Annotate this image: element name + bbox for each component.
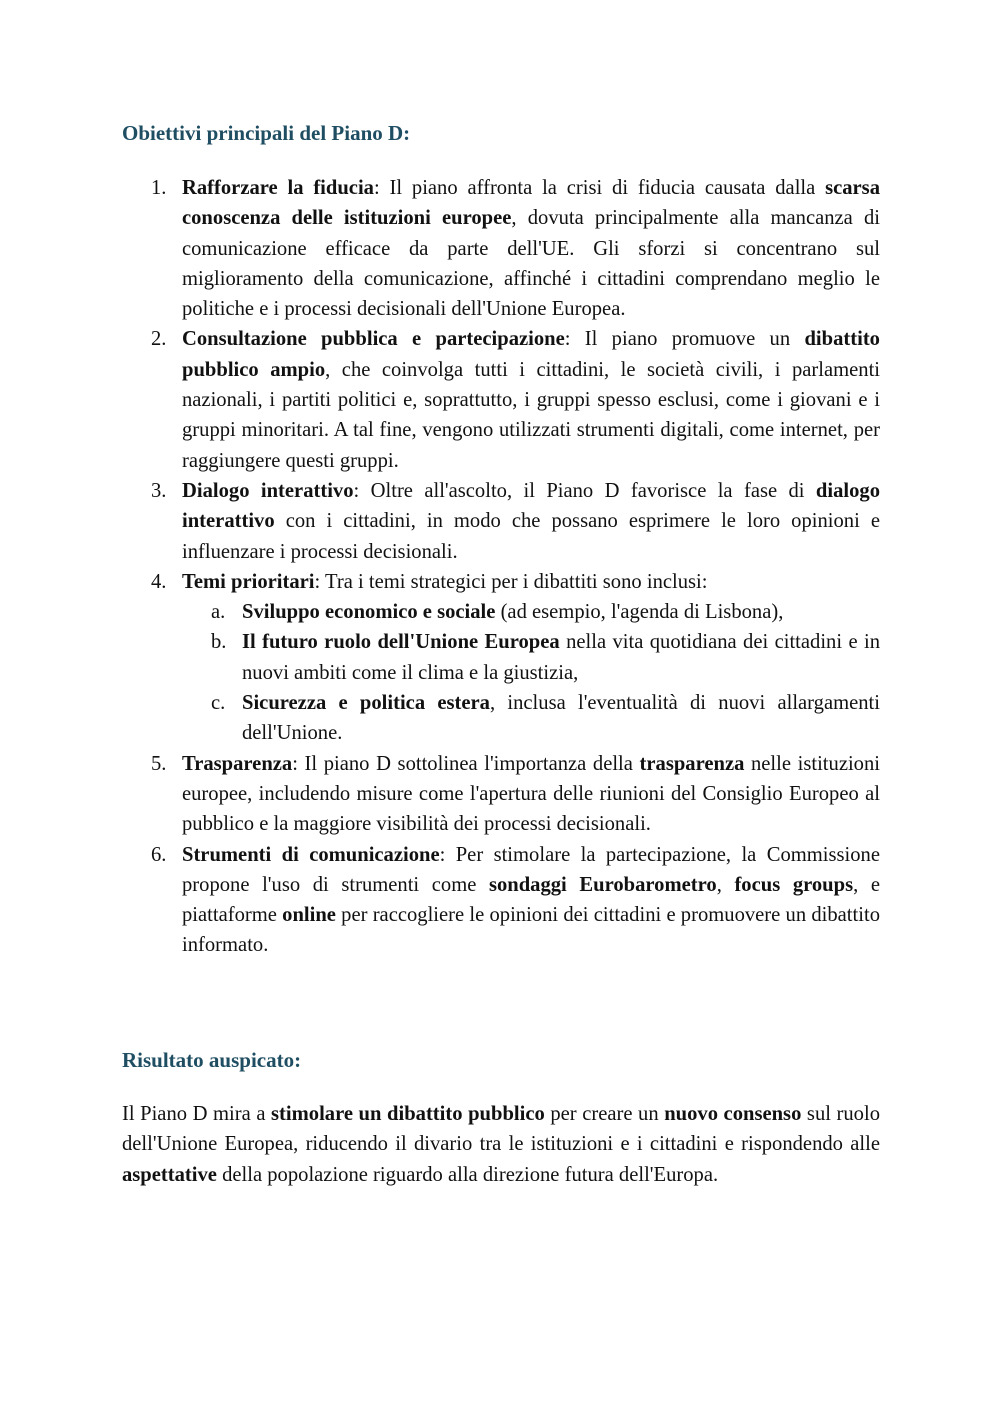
- bold-text: Temi prioritari: [182, 570, 315, 593]
- objectives-list: [122, 173, 880, 961]
- section-heading-obiettivi: Obiettivi principali del Piano D:: [122, 121, 411, 145]
- text-run: per raccogliere le opinioni dei cittadini e promuovere un dibattito informato.: [182, 904, 880, 957]
- bold-text: Trasparenza: [182, 752, 293, 775]
- sub-list-item: [182, 688, 880, 749]
- list-number: 6.: [151, 843, 167, 866]
- list-number: 4.: [151, 570, 167, 593]
- text-run: : Il piano D sottolinea l'importanza della: [292, 752, 640, 775]
- bold-text: dibattito pubblico ampio: [182, 328, 880, 381]
- text-run: , e piattaforme: [182, 873, 881, 927]
- text-run: nella vita quotidiana dei cittadini e in nuovi ambiti come il clima e la giustizia,: [242, 631, 880, 684]
- text-run: : Tra i temi strategici per i dibattiti sono inclusi:: [314, 570, 708, 593]
- sub-list-letter: a.: [211, 601, 226, 624]
- sub-list-letter: c.: [211, 692, 226, 715]
- text-run: sul ruolo dell'Unione Europea, riducendo il divario tra le istituzioni e i cittadini e rispondendo alle: [122, 1103, 880, 1156]
- text-run: , dovuta principalmente alla mancanza di comunicazione efficace da parte dell'UE. Gli sforzi si concentrano sul miglioramento della comunicazione, affinché i cittadini comprendano meglio le politiche e i processi decisionali dell'Unione Europea.: [182, 207, 880, 321]
- text-run: : Per stimolare la partecipazione, la Commissione propone l'uso di strumenti come: [182, 843, 880, 896]
- list-item: [122, 749, 880, 840]
- bold-text: sondaggi Eurobarometro: [488, 873, 717, 896]
- text-run: , inclusa l'eventualità di nuovi allargamenti dell'Unione.: [242, 692, 880, 745]
- bold-text: Consultazione pubblica e partecipazione: [182, 328, 565, 351]
- list-number: 5.: [151, 752, 167, 775]
- list-item: [122, 476, 880, 567]
- text-run: : Oltre all'ascolto, il Piano D favorisce la fase di: [353, 479, 816, 502]
- bold-text: trasparenza: [639, 752, 745, 775]
- text-run: Il Piano D mira a: [122, 1103, 272, 1125]
- sub-list-item: [182, 597, 880, 627]
- sub-list: [182, 597, 880, 748]
- list-item: [122, 567, 880, 749]
- closing-paragraph: [122, 1099, 880, 1190]
- bold-text: Dialogo interattivo: [182, 479, 354, 502]
- bold-text: Il futuro ruolo dell'Unione Europea: [242, 631, 560, 654]
- bold-text: Strumenti di comunicazione: [182, 843, 440, 866]
- text-run: : Il piano promuove un: [564, 328, 805, 351]
- text-run: per creare un: [544, 1103, 665, 1125]
- bold-text: Rafforzare la fiducia: [182, 177, 374, 199]
- bold-text: focus groups: [734, 873, 854, 896]
- bold-text: dialogo interattivo: [182, 479, 880, 533]
- text-run: : Il piano affronta la crisi di fiducia causata dalla: [373, 177, 826, 199]
- bold-text: Sicurezza e politica estera: [242, 692, 490, 715]
- sub-list-item: [182, 627, 880, 688]
- section-heading-risultato: Risultato auspicato:: [122, 1048, 302, 1072]
- bold-text: stimolare un dibattito pubblico: [271, 1103, 545, 1125]
- bold-text: Sviluppo economico e sociale: [242, 601, 496, 624]
- text-run: della popolazione riguardo alla direzione futura dell'Europa.: [216, 1163, 719, 1186]
- text-run: con i cittadini, in modo che possano esprimere le loro opinioni e influenzare i processi decisionali.: [182, 510, 880, 563]
- sub-list-letter: b.: [211, 631, 227, 654]
- list-item: [122, 173, 880, 324]
- list-number: 1.: [151, 177, 167, 199]
- list-number: 3.: [151, 479, 167, 502]
- text-run: nelle istituzioni europee, includendo misure come l'apertura delle riunioni del Consiglio Europeo al pubblico e la maggiore visibilità dei processi decisionali.: [182, 752, 880, 836]
- list-item: [122, 840, 880, 961]
- bold-text: online: [282, 904, 336, 927]
- text-run: ,: [716, 873, 735, 896]
- text-run: , che coinvolga tutti i cittadini, le società civili, i parlamenti nazionali, i partiti politici e, soprattutto, i gruppi spesso esclusi, come i giovani e i gruppi minoritari. A tal fine, vengono utilizzati strumenti digitali, come internet, per raggiungere questi gruppi.: [182, 358, 881, 472]
- bold-text: scarsa conoscenza delle istituzioni europee: [182, 177, 880, 230]
- list-number: 2.: [151, 328, 167, 351]
- bold-text: nuovo consenso: [664, 1103, 802, 1125]
- list-item: [122, 324, 880, 475]
- text-run: (ad esempio, l'agenda di Lisbona),: [495, 601, 784, 624]
- bold-text: aspettative: [122, 1163, 217, 1186]
